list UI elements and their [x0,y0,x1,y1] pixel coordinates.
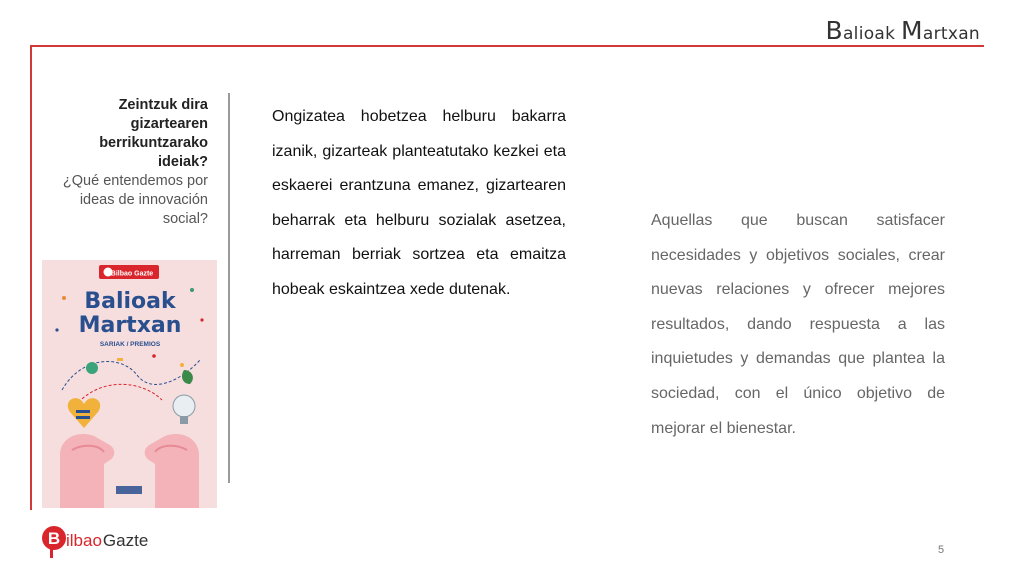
poster-image [42,260,217,508]
poster-org-label: Bilbao Gazte [110,270,154,278]
poster-title-line1: Balioak [84,289,176,314]
question-spanish: ¿Qué entendemos por ideas de innovación social? [62,173,208,227]
brand-title-initial-m: M [901,16,923,45]
brand-title [826,16,980,45]
poster-subtitle: SARIAK / PREMIOS [99,341,161,348]
vertical-divider [228,93,230,483]
brand-title-part-1: alioak [842,24,901,44]
brand-title-initial-b: B [825,16,843,45]
body-text-spanish: Aquellas que buscan satisfacer necesidades y objetivos sociales, crear nuevas relaciones y ofrecer mejores resultados, dando respuesta a las inquietudes y demandas que plantea la sociedad, con el único objetivo de mejorar el bienestar. [651,212,945,437]
left-rule [30,45,32,510]
brand-title-part-2: artxan [922,24,980,44]
question-basque: Zeintzuk dira gizartearen berrikuntzarako ideiak? [99,97,208,170]
bilbao-gazte-logo [38,520,158,560]
logo-letter-b: B [47,529,61,548]
poster-title-line2: Martxan [78,313,182,338]
page-number: 5 [938,544,945,556]
logo-word-bilbao: ilbao [66,531,102,550]
poster-illustration [42,260,217,508]
body-text-basque: Ongizatea hobetzea helburu bakarra izanik, gizarteak planteatutako kezkei eta eskaerei erantzuna emanez, gizartearen beharrak eta helburu sozialak asetzea, harreman berriak sortzea eta emaitza hobeak eskaintzea xede dutenak. [272,108,566,298]
top-rule [30,45,984,47]
svg-text:ilbaoGazte [66,531,148,550]
question-block [50,96,208,229]
bilbao-gazte-logo-mark [38,520,158,560]
logo-word-gazte: Gazte [102,531,149,550]
